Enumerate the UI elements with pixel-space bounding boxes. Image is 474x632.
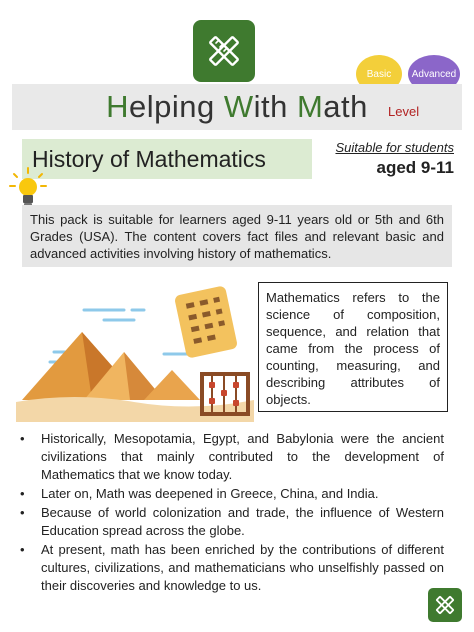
topic-title: History of Mathematics [22,139,312,179]
list-item [14,504,444,540]
fact-text: Because of world colonization and trade, the influence of Western Education spread across the globe. [41,505,444,538]
brand-logo-icon [193,20,255,82]
list-item [14,430,444,484]
brand-word-ath: ath [323,89,368,124]
definition-box: Mathematics refers to the science of composition, sequence, and relation that came from the process of counting, measuring, and describing attributes of objects. [258,282,448,412]
age-label: aged 9-11 [376,158,454,177]
list-item [14,541,444,595]
fact-text: Later on, Math was deepened in Greece, China, and India. [41,486,379,501]
footer-logo-icon [428,588,462,622]
pyramids-illustration [14,282,254,422]
fact-text: Historically, Mesopotamia, Egypt, and Babylonia were the ancient civilizations that mainly contributed to the development of Mathematics that we know today. [41,431,444,482]
bullet: • [20,431,25,446]
level-basic-badge: Basic [356,55,402,93]
fact-text: At present, math has been enriched by the contributions of different cultures, civilizations, and mathematicians who unselfishly passed on their discoveries and knowledge to us. [41,542,444,593]
suitability [335,140,454,178]
brand-letter-w: W [223,89,254,124]
level-label: Level [388,104,420,119]
level-advanced-badge: Advanced [408,55,460,93]
brand-word-elping: elping [128,89,224,124]
bullet: • [20,505,25,520]
brand-letter-h: H [106,89,129,124]
bullet: • [20,486,25,501]
brand-word-ith: ith [253,89,297,124]
bullet: • [20,542,25,557]
facts-list [14,430,444,596]
intro-paragraph: This pack is suitable for learners aged 9-11 years old or 5th and 6th Grades (USA). The content covers fact files and relevant basic and advanced activities involving history of mathematics. [22,205,452,267]
brand-letter-m: M [296,89,324,124]
list-item [14,485,444,503]
suitable-label: Suitable for students [335,140,454,155]
papyrus-scroll-icon [174,285,238,358]
